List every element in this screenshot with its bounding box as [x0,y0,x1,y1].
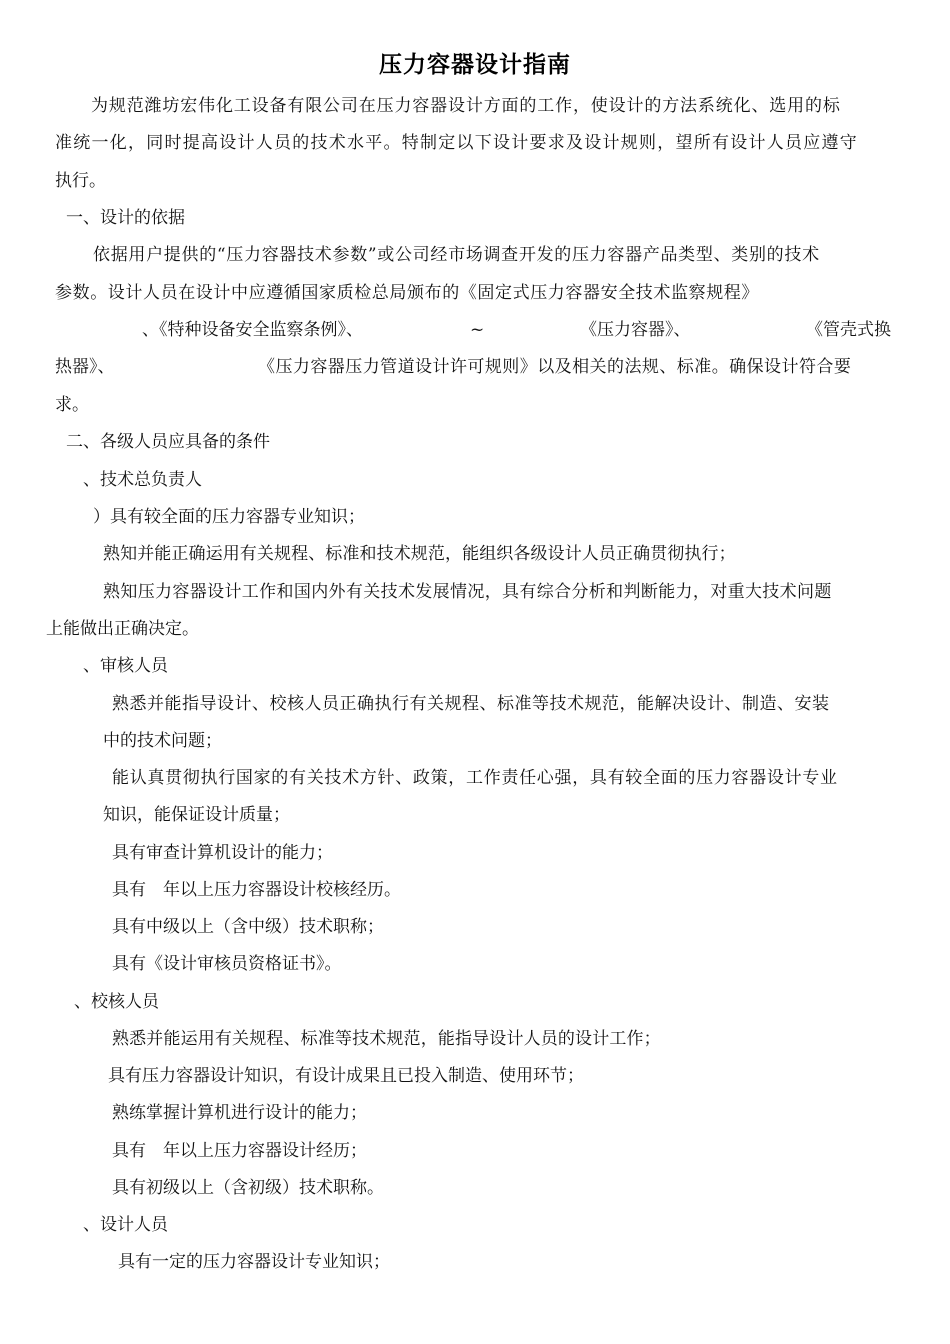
section1-line-3a: 、《特种设备安全监察条例》、 [142,320,363,340]
checker-item-5: 具有初级以上（含初级）技术职称。 [112,1178,384,1198]
checker-item-3: 熟练掌握计算机进行设计的能力； [112,1103,367,1123]
section1-line-4b: 《压力容器压力管道设计许可规则》以及相关的法规、标准。确保设计符合要 [258,357,852,377]
checker-item-4: 具有 年以上压力容器设计经历； [112,1141,367,1161]
section1-line-3c: 《压力容器》、 [580,320,691,340]
document-title: 压力容器设计指南 [379,52,571,78]
section1-line-2: 参数。设计人员在设计中应遵循国家质检总局颁布的《固定式压力容器安全技术监察规程》 [55,283,759,303]
reviewer-heading: 、审核人员 [83,656,168,676]
reviewer-item-7: 具有中级以上（含中级）技术职称； [112,917,384,937]
checker-item-1: 熟悉并能运用有关规程、标准等技术规范，能指导设计人员的设计工作； [112,1029,661,1049]
reviewer-item-6: 具有 年以上压力容器设计校核经历。 [112,880,401,900]
designer-item-1: 具有一定的压力容器设计专业知识； [118,1252,390,1272]
section1-line-3b: ~ [470,320,485,340]
chief-heading: 、技术总负责人 [83,470,202,490]
section1-line-5: 求。 [55,395,89,415]
section2-heading: 二、各级人员应具备的条件 [66,432,270,452]
chief-item-1: ）具有较全面的压力容器专业知识； [93,507,365,527]
reviewer-item-1: 熟悉并能指导设计、校核人员正确执行有关规程、标准等技术规范，能解决设计、制造、安装 [112,694,830,714]
reviewer-item-3: 能认真贯彻执行国家的有关技术方针、政策，工作责任心强，具有较全面的压力容器设计专业 [112,768,838,788]
section1-heading: 一、设计的依据 [66,208,185,228]
chief-item-3: 熟知压力容器设计工作和国内外有关技术发展情况，具有综合分析和判断能力，对重大技术问题 [103,582,832,602]
chief-item-2: 熟知并能正确运用有关规程、标准和技术规范，能组织各级设计人员正确贯彻执行； [103,544,736,564]
checker-heading: 、校核人员 [74,992,159,1012]
intro-line-1: 为规范潍坊宏伟化工设备有限公司在压力容器设计方面的工作，使设计的方法系统化、选用的标 [91,96,841,116]
reviewer-item-4: 知识，能保证设计质量； [103,805,290,825]
checker-item-2: 具有压力容器设计知识，有设计成果且已投入制造、使用环节； [108,1066,584,1086]
intro-line-3: 执行。 [55,171,106,191]
reviewer-item-5: 具有审查计算机设计的能力； [112,843,333,863]
section1-line-4a: 热器》、 [55,357,115,377]
section1-line-1: 依据用户提供的“压力容器技术参数”或公司经市场调查开发的压力容器产品类型、类别的技术 [93,245,820,265]
designer-heading: 、设计人员 [83,1215,168,1235]
reviewer-item-2: 中的技术问题； [103,731,222,751]
chief-item-4: 上能做出正确决定。 [46,619,199,639]
reviewer-item-8: 具有《设计审核员资格证书》。 [112,954,342,974]
section1-line-3d: 《管壳式换 [806,320,891,340]
intro-line-2: 准统一化，同时提高设计人员的技术水平。特制定以下设计要求及设计规则，望所有设计人员应遵守 [55,133,858,153]
